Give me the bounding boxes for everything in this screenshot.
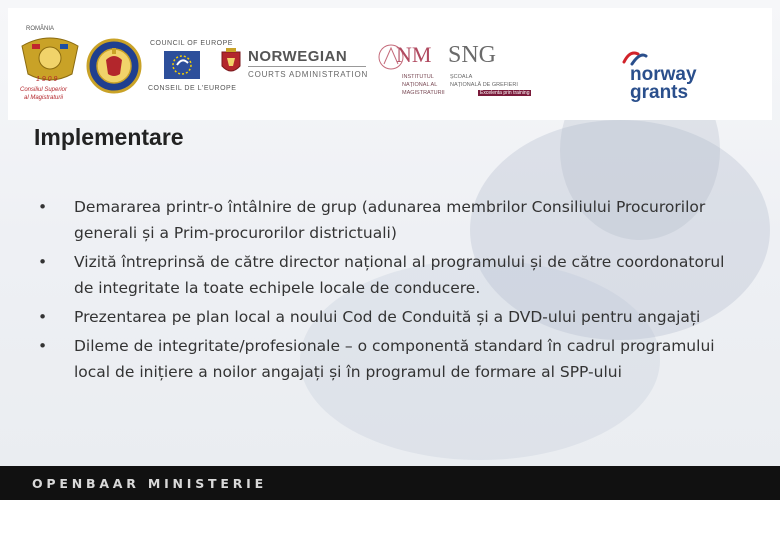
inm-text-line2: NAȚIONAL AL — [402, 82, 438, 88]
bullet-item: • Dileme de integritate/profesionale – o componentă standard în cadrul programului local de inițiere a noilor angajați și în programul de formare al SPP-ului — [38, 333, 738, 385]
csm-top-text: ROMÂNIA — [26, 26, 55, 32]
bullet-item: • Vizită întreprinsă de către director național al programului și de către coordonatorul de integritate la toate echipele locale de conducere. — [38, 249, 738, 301]
bullet-item: • Demararea printr-o întâlnire de grup (adunarea membrilor Consiliului Procurorilor generali și a Prim-procurorilor districtuali) — [38, 194, 738, 246]
inm-text-line1: INSTITUTUL — [402, 74, 434, 80]
inm-text-line3: MAGISTRATURII — [402, 90, 445, 96]
bullet-list — [38, 194, 738, 388]
csm-name-line1: Consiliul Superior — [20, 87, 68, 93]
logo-header-band — [8, 8, 772, 120]
coe-top-text: COUNCIL OF EUROPE — [150, 40, 233, 47]
norway-grants-line2: grants — [630, 82, 689, 103]
coe-bottom-text: CONSEIL DE L'EUROPE — [148, 85, 237, 92]
norway-grants-line1: norway — [630, 64, 697, 85]
csm-logo — [16, 26, 84, 106]
bullet-item: • Prezentarea pe plan local a noului Cod de Conduită și a DVD-ului pentru angajați — [38, 304, 738, 330]
sng-text-line2: NAȚIONALĂ DE GREFIERI — [450, 82, 518, 88]
csm-year: 1 9 0 9 — [36, 76, 58, 83]
council-of-europe-logo — [148, 40, 237, 96]
sng-text-line1: ȘCOALA — [450, 74, 473, 80]
footer-bar — [0, 466, 780, 500]
csm-name-line2: al Magistraturii — [24, 95, 64, 101]
ministry-seal-logo — [86, 38, 142, 94]
sng-tagline: Excelenta prin training — [480, 90, 530, 96]
nca-subtitle: COURTS ADMINISTRATION — [248, 70, 369, 79]
bottom-margin — [0, 500, 780, 540]
sng-monogram: SNG — [448, 42, 497, 68]
nca-divider — [248, 66, 366, 67]
inm-logo — [374, 40, 446, 104]
norwegian-courts-administration-logo — [220, 44, 372, 88]
footer-organization-name: OPENBAAR MINISTERIE — [32, 476, 267, 491]
inm-monogram: NM — [396, 42, 432, 67]
sng-logo — [448, 40, 528, 104]
norway-grants-logo — [612, 48, 722, 104]
nca-title: NORWEGIAN — [248, 48, 348, 65]
slide-title: Implementare — [34, 124, 184, 150]
